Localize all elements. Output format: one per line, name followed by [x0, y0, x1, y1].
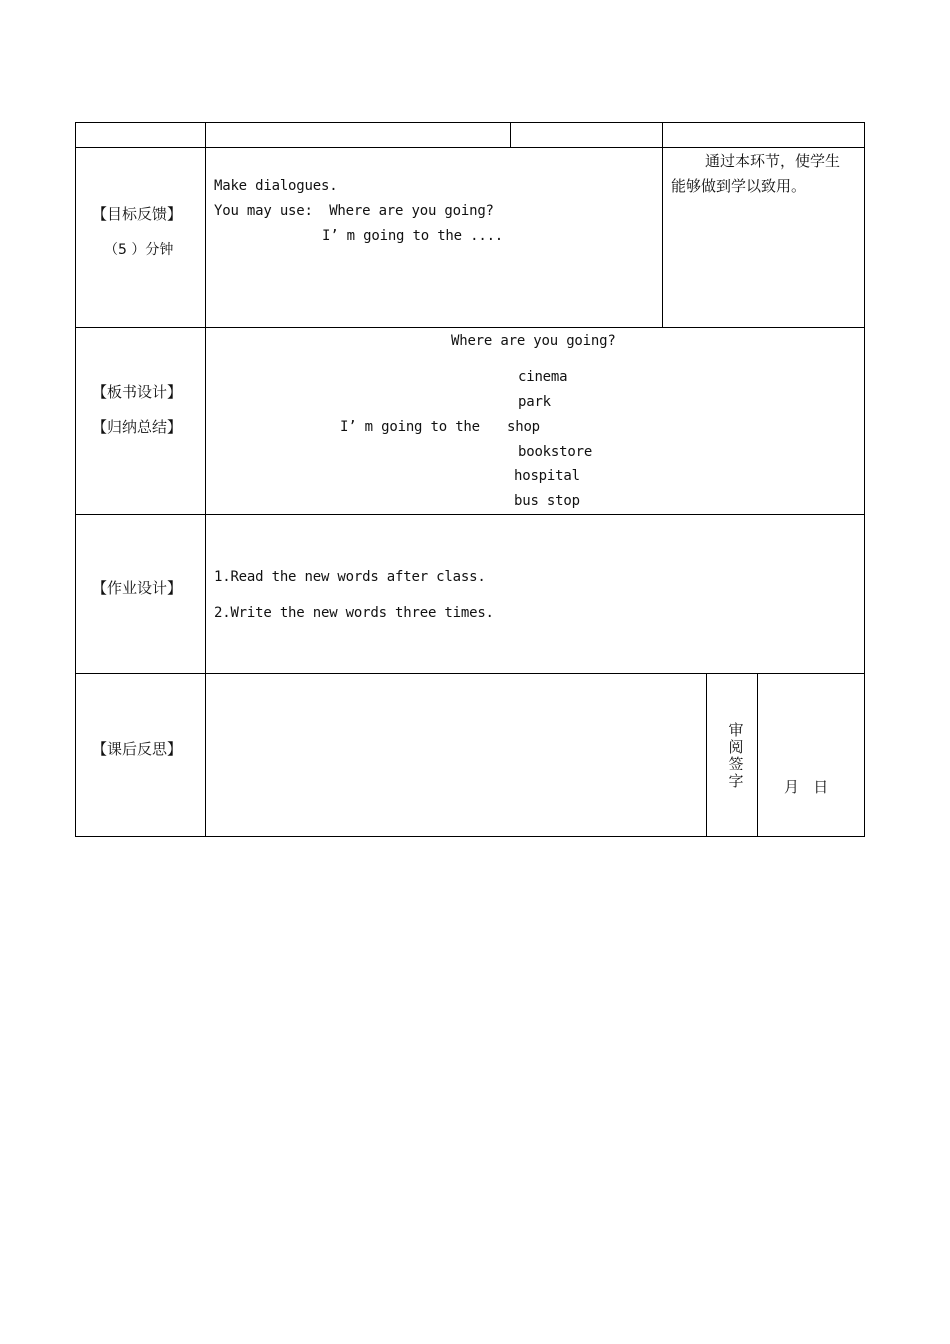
- review-sign-char: 字: [728, 772, 744, 790]
- review-sign-char: 阅: [728, 738, 744, 756]
- homework-item-2: 2.Write the new words three times.: [214, 605, 494, 621]
- row-divider-1: [75, 147, 865, 148]
- dialogue-prompt: You may use: Where are you going?: [214, 203, 494, 219]
- row-divider-3: [75, 514, 865, 515]
- dialogue-instruction: Make dialogues.: [214, 178, 338, 194]
- goal-feedback-label: 【目标反馈】: [92, 205, 183, 223]
- board-place-bookstore: bookstore: [518, 444, 593, 460]
- table-left-border: [75, 122, 76, 837]
- review-date: 月 日: [784, 778, 829, 796]
- review-sign-char: 审: [728, 721, 744, 739]
- board-design-label: 【板书设计】: [92, 383, 183, 401]
- board-question: Where are you going?: [451, 333, 616, 349]
- summary-label: 【归纳总结】: [92, 418, 183, 436]
- header-divider-a: [510, 122, 511, 148]
- table-top-border: [75, 122, 865, 123]
- board-place-bus-stop: bus stop: [514, 493, 580, 509]
- homework-label: 【作业设计】: [92, 579, 183, 597]
- label-column-divider: [205, 122, 206, 837]
- review-signature-label: [728, 722, 744, 790]
- board-place-shop: shop: [507, 419, 540, 435]
- review-column-right: [757, 673, 758, 837]
- board-place-hospital: hospital: [514, 468, 580, 484]
- review-column-left: [706, 673, 707, 837]
- goal-note-line1: 通过本环节，使学生: [705, 152, 841, 170]
- table-right-border: [864, 122, 865, 837]
- goal-note-line2: 能够做到学以致用。: [671, 177, 807, 195]
- goal-feedback-time: （5 ）分钟: [104, 242, 174, 258]
- review-sign-char: 签: [728, 755, 744, 773]
- reflection-label: 【课后反思】: [92, 740, 183, 758]
- board-place-park: park: [518, 394, 551, 410]
- row-divider-4: [75, 673, 865, 674]
- board-sentence: I’ m going to the: [340, 419, 480, 435]
- row-divider-2: [75, 327, 865, 328]
- board-place-cinema: cinema: [518, 369, 568, 385]
- note-column-divider: [662, 122, 663, 328]
- dialogue-answer: I’ m going to the ....: [322, 228, 504, 244]
- homework-item-1: 1.Read the new words after class.: [214, 569, 486, 585]
- table-bottom-border: [75, 836, 865, 837]
